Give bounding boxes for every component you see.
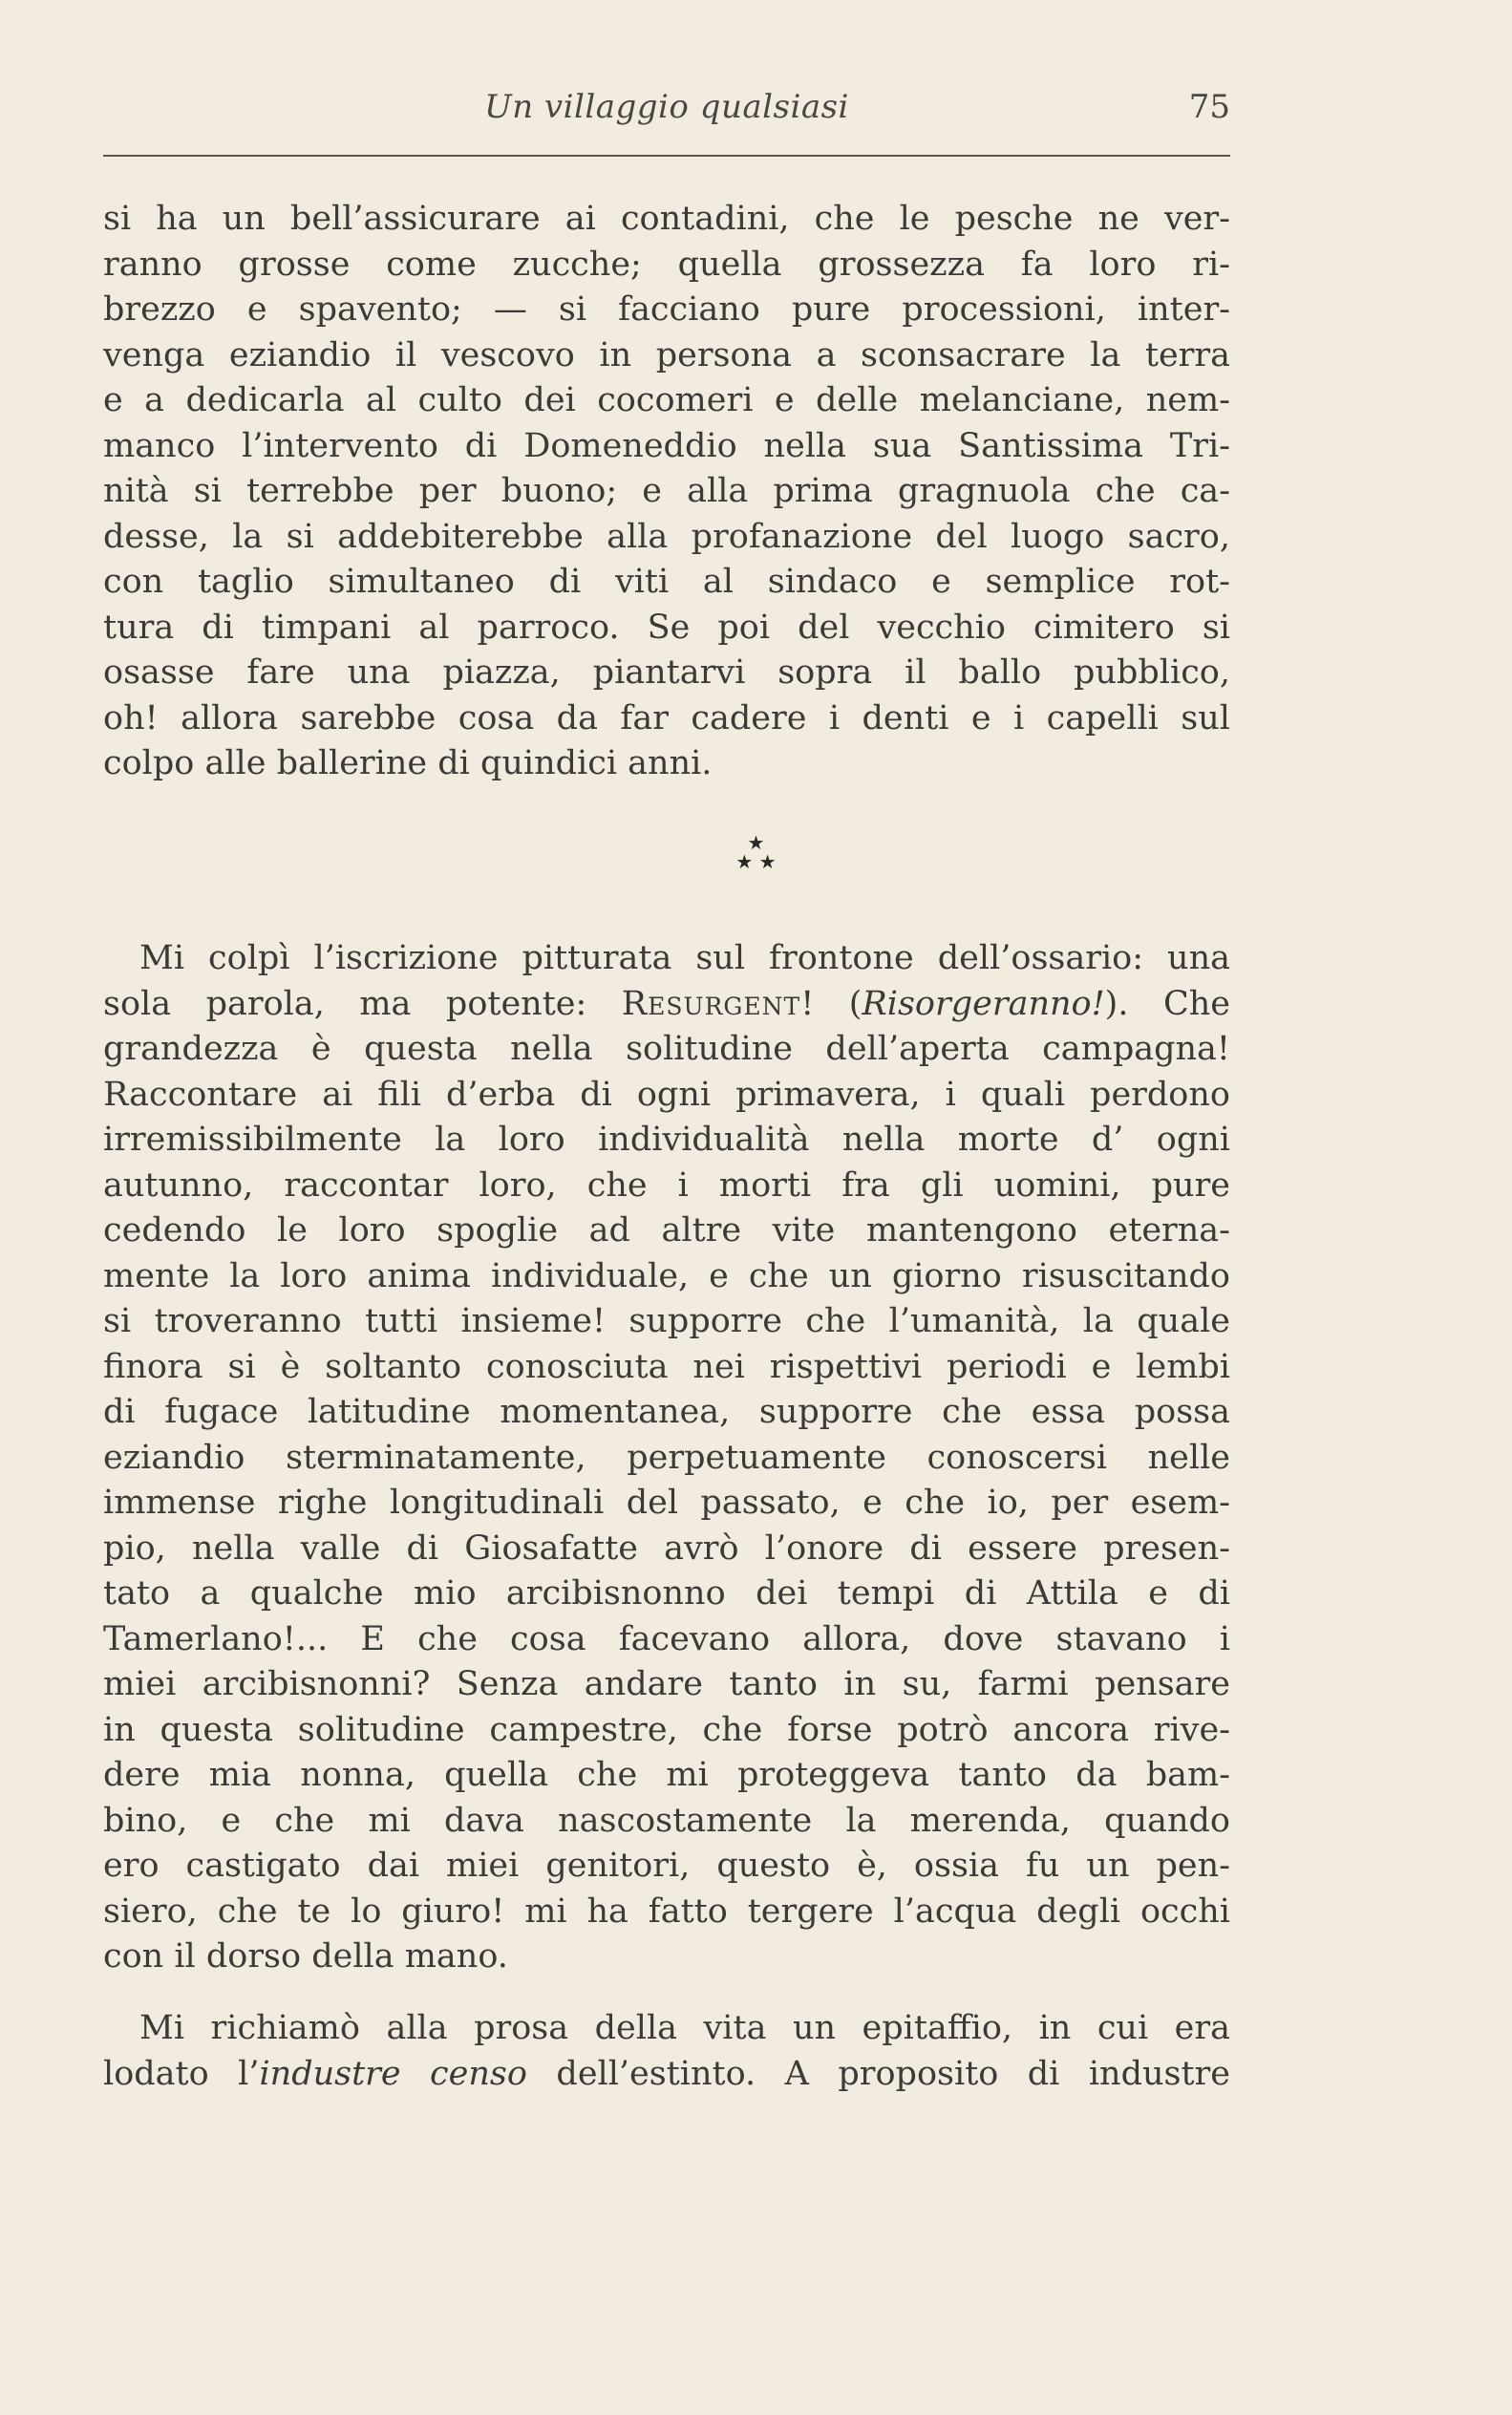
text-line: Mi colpì l’iscrizione pitturata sul frontone dell’ossario: una — [139, 939, 1230, 977]
text-line: irremissibilmente la loro individualità nella morte d’ ogni — [103, 1121, 1230, 1159]
paragraph-1 — [103, 197, 1230, 787]
text-line: grandezza è questa nella solitudine dell’aperta campagna! — [103, 1030, 1230, 1068]
text-span: dell’estinto. A proposito di industre — [526, 2054, 1230, 2093]
asterism-bottom: ★ ★ — [735, 850, 777, 873]
text-line: Raccontare ai fili d’erba di ogni primavera, i quali perdono — [103, 1075, 1230, 1114]
text-line: cedendo le loro spoglie ad altre vite mantengono eterna- — [103, 1211, 1230, 1250]
text-line: bino, e che mi dava nascostamente la merenda, quando — [103, 1801, 1230, 1840]
text-line: manco l’intervento di Domeneddio nella sua Santissima Tri- — [103, 426, 1230, 465]
text-line: con il dorso della mano. — [103, 1937, 508, 1976]
running-title: Un villaggio qualsiasi — [484, 88, 849, 126]
text-line: siero, che te lo giuro! mi ha fatto tergere l’acqua degli occhi — [103, 1891, 1230, 1931]
text-line: oh! allora sarebbe cosa da far cadere i denti e i capelli sul — [103, 698, 1230, 737]
text-line: desse, la si addebiterebbe alla profanazione del luogo sacro, — [103, 517, 1230, 556]
text-line: brezzo e spavento; — si facciano pure processioni, inter- — [103, 290, 1230, 329]
text-line: immense righe longitudinali del passato, e che io, per esem- — [103, 1484, 1230, 1522]
header-rule — [103, 155, 1230, 157]
italic-phrase: Risorgeranno! — [862, 984, 1105, 1023]
text-line: si ha un bell’assicurare ai contadini, che le pesche ne ver- — [103, 200, 1230, 238]
asterism-top: ★ — [747, 831, 765, 854]
text-line: mente la loro anima individuale, e che un giorno risuscitando — [103, 1256, 1230, 1295]
text-line: Tamerlano!... E che cosa facevano allora, dove stavano i — [103, 1619, 1230, 1658]
text-line: e a dedicarla al culto dei cocomeri e delle melanciane, nem- — [103, 381, 1230, 419]
text-line: nità si terrebbe per buono; e alla prima gragnuola che ca- — [103, 472, 1230, 510]
text-line: Mi richiamò alla prosa della vita un epitaffio, in cui era — [139, 2009, 1230, 2047]
text-line: autunno, raccontar loro, che i morti fra gli uomini, pure — [103, 1165, 1230, 1205]
text-span: lodato l’ — [103, 2054, 260, 2093]
text-line: eziandio sterminatamente, perpetuamente conoscersi nelle — [103, 1438, 1230, 1477]
text-span: sola parola, ma potente: — [103, 984, 622, 1023]
page-header — [103, 88, 1230, 145]
text-line: con taglio simultaneo di viti al sindaco e semplice rot- — [103, 563, 1230, 601]
text-line: in questa solitudine campestre, che forse potrò ancora rive- — [103, 1710, 1230, 1749]
text-line: ranno grosse come zucche; quella grossezza fa loro ri- — [103, 245, 1230, 284]
text-line: tura di timpani al parroco. Se poi del vecchio cimitero si — [103, 608, 1230, 647]
text-line: miei arcibisnonni? Senza andare tanto in su, farmi pensare — [103, 1665, 1230, 1703]
paragraph-3 — [103, 2006, 1230, 2097]
italic-phrase: industre censo — [259, 2054, 527, 2093]
section-separator — [0, 833, 1512, 890]
text-line: ero castigato dai miei genitori, questo è, ossia fu un pen- — [103, 1847, 1230, 1885]
text-line: osasse fare una piazza, piantarvi sopra il ballo pubblico, — [103, 653, 1230, 692]
text-line — [103, 2052, 1230, 2098]
paragraph-2 — [103, 936, 1230, 1980]
text-line: di fugace latitudine momentanea, supporre che essa possa — [103, 1393, 1230, 1431]
text-line: dere mia nonna, quella che mi proteggeva tanto da bam- — [103, 1756, 1230, 1794]
text-line: tato a qualche mio arcibisnonno dei tempi di Attila e di — [103, 1574, 1230, 1613]
text-line: colpo alle ballerine di quindici anni. — [103, 744, 713, 782]
inscription-word: Resurgent — [621, 984, 801, 1023]
page-number: 75 — [1188, 88, 1230, 126]
text-line: pio, nella valle di Giosafatte avrò l’onore di essere presen- — [103, 1528, 1230, 1568]
text-line — [103, 982, 1230, 1028]
text-line: venga eziandio il vescovo in persona a sconsacrare la terra — [103, 335, 1230, 374]
text-line: finora si è soltanto conosciuta nei rispettivi periodi e lembi — [103, 1347, 1230, 1386]
text-span: ! ( — [800, 984, 862, 1023]
text-line: si troveranno tutti insieme! supporre che l’umanità, la quale — [103, 1302, 1230, 1340]
text-span: ). Che — [1104, 984, 1230, 1023]
